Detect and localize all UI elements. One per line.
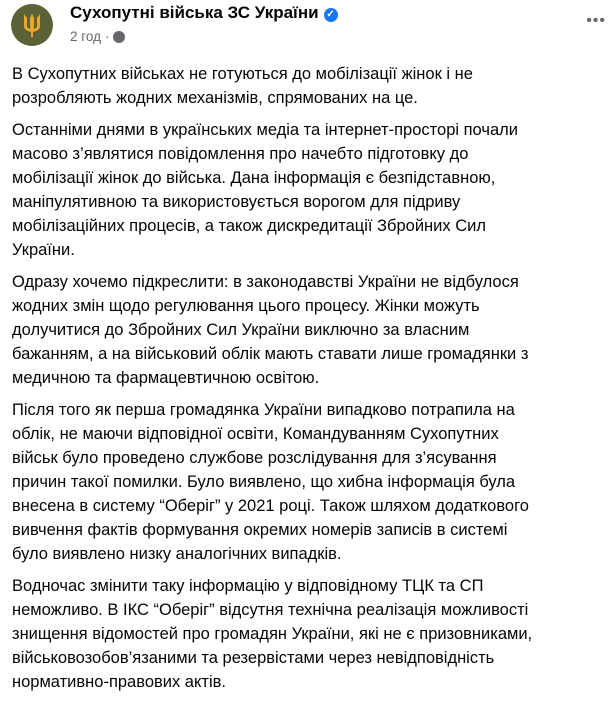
paragraph-line: знищення відомостей про громадян України, які не є призовниками, — [12, 625, 533, 643]
trident-icon — [22, 12, 42, 38]
paragraph-line: військ було проведено службове розслідування для з’ясування — [12, 449, 497, 467]
paragraph-line: жодних змін щодо регулювання цього процесу. Жінки можуть — [12, 297, 480, 315]
post-body — [12, 62, 612, 702]
paragraph-line: нормативно-правових актів. — [12, 673, 226, 691]
paragraph-line: Після того як перша громадянка України випадково потрапила на — [12, 401, 515, 419]
paragraph-line: маніпулятивною та використовується ворогом для підриву — [12, 193, 461, 211]
post-time[interactable]: 2 год — [70, 29, 101, 44]
page-avatar[interactable] — [11, 4, 53, 46]
post-paragraph — [12, 62, 612, 110]
paragraph-line: неможливо. В ІКС “Оберіг” відсутня технічна реалізація можливості — [12, 601, 529, 619]
paragraph-line: В Сухопутних військах не готуються до мобілізації жінок і не — [12, 65, 473, 83]
paragraph-line: долучитися до Збройних Сил України виключно за власним — [12, 321, 470, 339]
paragraph-line: медичною та фармацевтичною освітою. — [12, 369, 320, 387]
post-paragraph — [12, 118, 612, 262]
post-paragraph — [12, 574, 612, 694]
post-meta — [70, 29, 125, 44]
paragraph-line: облік, не маючи відповідної освіти, Командуванням Сухопутних — [12, 425, 499, 443]
verified-badge-icon: ✓ — [324, 8, 338, 22]
paragraph-line: було виявлено низку аналогічних випадків. — [12, 545, 342, 563]
paragraph-line: бажанням, а на військовий облік мають ставати лише громадянки з — [12, 345, 529, 363]
paragraph-line: Одразу хочемо підкреслити: в законодавстві України не відбулося — [12, 273, 519, 291]
paragraph-line: мобілізаційних процесів, а також дискредитації Збройних Сил — [12, 217, 486, 235]
paragraph-line: Останніми днями в українських медіа та інтернет-просторі почали — [12, 121, 518, 139]
paragraph-line: внесена в систему “Оберіг” у 2021 році. Також шляхом додаткового — [12, 497, 529, 515]
paragraph-line: мобілізації жінок до війська. Дана інформація є безпідставною, — [12, 169, 496, 187]
paragraph-line: масово з’являтися повідомлення про начебто підготовку до — [12, 145, 469, 163]
post-paragraph — [12, 398, 612, 566]
globe-icon — [113, 31, 125, 43]
paragraph-line: розробляють жодних механізмів, спрямованих на це. — [12, 89, 418, 107]
post-header — [0, 0, 616, 60]
paragraph-line: причин такої помилки. Було виявлено, що хибна інформація була — [12, 473, 516, 491]
more-options-button[interactable]: ••• — [586, 12, 606, 29]
meta-separator: · — [104, 29, 110, 44]
paragraph-line: вивчення фактів формування окремих номерів записів в системі — [12, 521, 508, 539]
post-paragraph — [12, 270, 612, 390]
paragraph-line: України. — [12, 241, 75, 259]
page-name[interactable] — [70, 3, 338, 23]
page-name-link[interactable]: Сухопутні війська ЗС України — [70, 3, 319, 22]
paragraph-line: військовозобов’язаними та резервістами через невідповідність — [12, 649, 495, 667]
paragraph-line: Водночас змінити таку інформацію у відповідному ТЦК та СП — [12, 577, 484, 595]
